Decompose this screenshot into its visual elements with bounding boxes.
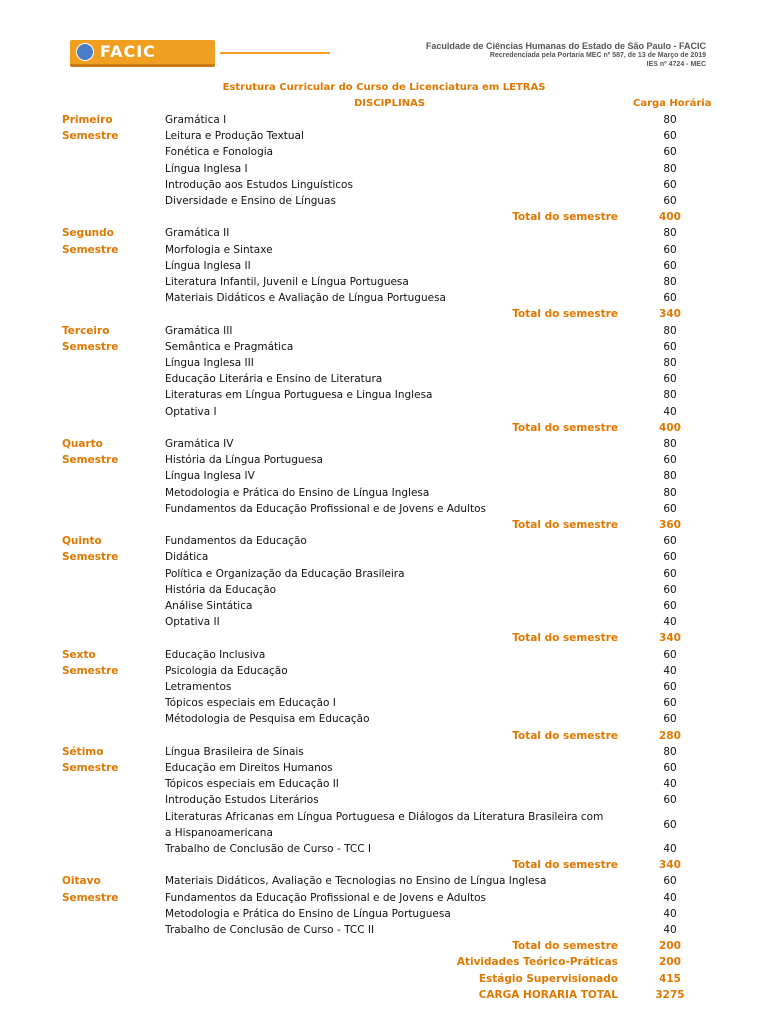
- discipline-hours: 80: [663, 745, 677, 758]
- table-row: [0, 225, 768, 241]
- semester-total-row: [0, 209, 768, 225]
- table-row: [0, 841, 768, 857]
- table-row: [0, 193, 768, 209]
- semester-label: Semestre: [62, 454, 119, 467]
- table-row: [0, 566, 768, 582]
- discipline-hours: 60: [663, 292, 677, 305]
- semester-total-value: 280: [659, 729, 681, 742]
- discipline-hours: 40: [663, 843, 677, 855]
- institution-ies: IES nº 4724 - MEC: [646, 61, 706, 68]
- discipline-hours: 60: [663, 243, 677, 256]
- semester-total-value: 400: [659, 421, 681, 434]
- table-row: [0, 809, 768, 841]
- discipline-hours: 60: [663, 713, 677, 726]
- table-row: [0, 501, 768, 517]
- discipline-name: Gramática III: [165, 324, 233, 337]
- table-row: [0, 242, 768, 258]
- summary-value: 415: [659, 972, 681, 985]
- discipline-name: Metodologia e Prática do Ensino de Língua Portuguesa: [165, 907, 451, 920]
- discipline-name: Educação Inclusiva: [165, 648, 266, 661]
- table-row: [0, 776, 768, 792]
- discipline-name: Literatura Infantil, Juvenil e Língua Portuguesa: [165, 276, 409, 288]
- summary-row: [0, 987, 768, 1003]
- column-header-disciplines: DISCIPLINAS: [354, 98, 426, 109]
- discipline-name: Gramática II: [165, 227, 230, 240]
- table-row: [0, 549, 768, 565]
- discipline-name: Fundamentos da Educação Profissional e de Jovens e Adultos: [165, 502, 486, 515]
- semester-label: Primeiro: [62, 114, 113, 126]
- table-row: [0, 452, 768, 468]
- discipline-name: Psicologia da Educação: [165, 664, 288, 677]
- discipline-name: Literaturas em Língua Portuguesa e Lingua Inglesa: [165, 389, 433, 402]
- discipline-name: Língua Inglesa III: [165, 357, 254, 369]
- semester-label: Semestre: [62, 891, 119, 904]
- discipline-name: Fonética e Fonologia: [165, 146, 274, 159]
- semester-total-label: Total do semestre: [512, 729, 618, 742]
- semester-total-label: Total do semestre: [512, 519, 618, 531]
- discipline-hours: 60: [663, 340, 677, 353]
- discipline-name: Política e Organização da Educação Brasileira: [165, 567, 405, 580]
- table-row: [0, 663, 768, 679]
- discipline-hours: 60: [663, 600, 677, 612]
- discipline-hours: 60: [663, 130, 677, 143]
- discipline-name: Língua Brasileira de Sinais: [165, 745, 304, 758]
- semester-total-value: 340: [659, 859, 681, 872]
- discipline-hours: 60: [663, 551, 677, 564]
- page-header: [70, 40, 710, 66]
- semester-label: Sétimo: [62, 745, 104, 758]
- discipline-name: Semântica e Pragmática: [165, 340, 294, 353]
- document-title: Estrutura Curricular do Curso de Licenciatura em LETRAS: [222, 82, 546, 93]
- table-row: [0, 274, 768, 290]
- semester-label: Semestre: [62, 664, 119, 677]
- discipline-hours: 60: [663, 373, 677, 386]
- semester-label: Semestre: [62, 130, 119, 143]
- discipline-hours: 40: [663, 616, 677, 629]
- table-row: [0, 290, 768, 306]
- semester-total-label: Total do semestre: [512, 859, 618, 872]
- semester-total-row: [0, 517, 768, 533]
- semester-label: Quarto: [62, 438, 103, 450]
- discipline-name: Educação Literária e Ensino de Literatura: [165, 373, 383, 386]
- semester-total-label: Total do semestre: [512, 211, 618, 224]
- facic-logo: [70, 40, 215, 67]
- discipline-name: Fundamentos da Educação: [165, 535, 307, 548]
- discipline-hours: 60: [663, 648, 677, 661]
- discipline-name: Introdução Estudos Literários: [165, 794, 319, 807]
- institution-name: Faculdade de Ciências Humanas do Estado de São Paulo - FACIC: [425, 41, 706, 51]
- table-row: [0, 695, 768, 711]
- discipline-hours: 80: [663, 486, 677, 499]
- discipline-hours: 60: [663, 567, 677, 580]
- discipline-name: Educação em Direitos Humanos: [165, 762, 333, 774]
- discipline-hours: 80: [663, 324, 677, 337]
- table-row: [0, 614, 768, 630]
- semester-label: Semestre: [62, 551, 119, 564]
- semester-total-row: [0, 420, 768, 436]
- table-row: [0, 647, 768, 663]
- discipline-hours: 60: [663, 535, 677, 548]
- table-row: [0, 323, 768, 339]
- table-row: [0, 128, 768, 144]
- discipline-hours: 60: [663, 259, 677, 272]
- semester-label: Semestre: [62, 243, 119, 256]
- semester-total-value: 340: [659, 308, 681, 321]
- semester-total-row: [0, 728, 768, 744]
- semester-total-label: Total do semestre: [512, 940, 618, 953]
- discipline-hours: 60: [663, 697, 677, 710]
- discipline-name: Materiais Didáticos e Avaliação de Língua Portuguesa: [165, 292, 446, 305]
- semester-total-label: Total do semestre: [512, 421, 618, 434]
- discipline-name: Letramentos: [165, 681, 232, 693]
- discipline-hours: 60: [663, 454, 677, 467]
- table-row: [0, 258, 768, 274]
- table-row: [0, 873, 768, 889]
- discipline-hours: 40: [663, 891, 677, 904]
- semester-total-label: Total do semestre: [512, 632, 618, 645]
- discipline-hours: 80: [663, 114, 677, 126]
- summary-value: 3275: [655, 988, 685, 1001]
- table-row: [0, 922, 768, 938]
- discipline-hours: 60: [663, 794, 677, 807]
- discipline-name: História da Educação: [165, 583, 277, 596]
- table-row: [0, 760, 768, 776]
- semester-total-value: 200: [659, 940, 681, 953]
- discipline-name: Gramática I: [165, 114, 227, 126]
- table-row: [0, 485, 768, 501]
- discipline-name: História da Língua Portuguesa: [165, 454, 323, 467]
- header-divider: [220, 52, 330, 54]
- semester-total-row: [0, 630, 768, 646]
- table-row: [0, 582, 768, 598]
- semester-label: Sexto: [62, 648, 96, 661]
- semester-total-row: [0, 857, 768, 873]
- discipline-hours: 60: [663, 875, 677, 888]
- discipline-hours: 60: [663, 762, 677, 774]
- table-row: [0, 711, 768, 727]
- semester-total-value: 360: [659, 519, 681, 531]
- table-row: [0, 598, 768, 614]
- table-row: [0, 744, 768, 760]
- semester-label: Terceiro: [62, 324, 110, 337]
- table-row: [0, 144, 768, 160]
- table-row: [0, 112, 768, 128]
- semester-total-value: 400: [659, 211, 681, 224]
- discipline-name: Tópicos especiais em Educação I: [165, 697, 336, 710]
- logo-text: FACIC: [100, 42, 156, 61]
- column-header-hours: Carga Horária: [633, 98, 712, 109]
- summary-label: Atividades Teórico-Práticas: [456, 956, 618, 969]
- table-row: [0, 177, 768, 193]
- discipline-hours: 60: [663, 681, 677, 693]
- summary-value: 200: [659, 956, 681, 969]
- table-row: [0, 355, 768, 371]
- globe-emblem-icon: [76, 43, 94, 61]
- discipline-hours: 60: [663, 178, 677, 191]
- table-row: [0, 404, 768, 420]
- discipline-name: Língua Inglesa I: [165, 162, 248, 175]
- discipline-name: Morfologia e Sintaxe: [165, 243, 273, 256]
- discipline-name: Língua Inglesa II: [165, 259, 251, 272]
- summary-label: Estágio Supervisionado: [478, 972, 618, 985]
- discipline-name: Materiais Didáticos, Avaliação e Tecnologias no Ensino de Língua Inglesa: [165, 875, 547, 888]
- discipline-hours: 60: [663, 818, 677, 831]
- discipline-name: Trabalho de Conclusão de Curso - TCC I: [165, 843, 371, 855]
- discipline-hours: 80: [663, 276, 677, 288]
- summary-label: CARGA HORARIA TOTAL: [478, 988, 618, 1001]
- table-row: [0, 679, 768, 695]
- discipline-hours: 40: [663, 405, 677, 418]
- institution-info: [426, 42, 706, 69]
- semester-label: Semestre: [62, 762, 119, 774]
- table-row: [0, 890, 768, 906]
- discipline-hours: 80: [663, 389, 677, 402]
- discipline-name: Tópicos especiais em Educação II: [165, 778, 339, 791]
- semester-total-label: Total do semestre: [512, 308, 618, 321]
- semester-total-row: [0, 938, 768, 954]
- discipline-name: Leitura e Produção Textual: [165, 130, 304, 143]
- discipline-hours: 60: [663, 195, 677, 207]
- discipline-name: Introdução aos Estudos Linguísticos: [165, 178, 353, 191]
- discipline-hours: 80: [663, 470, 677, 483]
- table-row: [0, 533, 768, 549]
- table-row: [0, 339, 768, 355]
- discipline-hours: 60: [663, 146, 677, 159]
- table-row: [0, 792, 768, 808]
- discipline-name: Diversidade e Ensino de Línguas: [165, 195, 336, 207]
- summary-row: [0, 971, 768, 987]
- discipline-name: Fundamentos da Educação Profissional e de Jovens e Adultos: [165, 891, 486, 904]
- discipline-name: Metodologia e Prática do Ensino de Língua Inglesa: [165, 486, 430, 499]
- institution-accreditation: Recredenciada pela Portaria MEC nº 587, de 13 de Março de 2019: [489, 52, 706, 59]
- table-row: [0, 161, 768, 177]
- table-row: [0, 436, 768, 452]
- semester-total-value: 340: [659, 632, 681, 645]
- discipline-hours: 80: [663, 357, 677, 369]
- semester-label: Semestre: [62, 340, 119, 353]
- discipline-hours: 40: [663, 907, 677, 920]
- semester-total-row: [0, 306, 768, 322]
- discipline-name: Didática: [165, 551, 209, 564]
- semester-label: Oitavo: [62, 875, 101, 888]
- discipline-hours: 80: [663, 162, 677, 175]
- discipline-hours: 80: [663, 227, 677, 240]
- discipline-hours: 40: [663, 924, 677, 936]
- table-row: [0, 468, 768, 484]
- discipline-hours: 60: [663, 583, 677, 596]
- discipline-hours: 60: [663, 502, 677, 515]
- discipline-name: Literaturas Africanas em Língua Portuguesa e Diálogos da Literatura Brasileira com a Hispanoamericana: [165, 810, 604, 839]
- discipline-name: Língua Inglesa IV: [165, 470, 255, 483]
- table-row: [0, 371, 768, 387]
- summary-row: [0, 954, 768, 970]
- discipline-hours: 40: [663, 664, 677, 677]
- discipline-name: Optativa II: [165, 616, 220, 629]
- semester-label: Quinto: [62, 535, 102, 548]
- discipline-name: Análise Sintática: [165, 600, 253, 612]
- semester-label: Segundo: [62, 227, 114, 240]
- discipline-name: Gramática IV: [165, 438, 234, 450]
- discipline-hours: 40: [663, 778, 677, 791]
- table-row: [0, 387, 768, 403]
- discipline-name: Optativa I: [165, 405, 217, 418]
- discipline-name: Trabalho de Conclusão de Curso - TCC II: [165, 924, 375, 936]
- discipline-hours: 80: [663, 438, 677, 450]
- table-row: [0, 906, 768, 922]
- discipline-name: Métodologia de Pesquisa em Educação: [165, 713, 370, 726]
